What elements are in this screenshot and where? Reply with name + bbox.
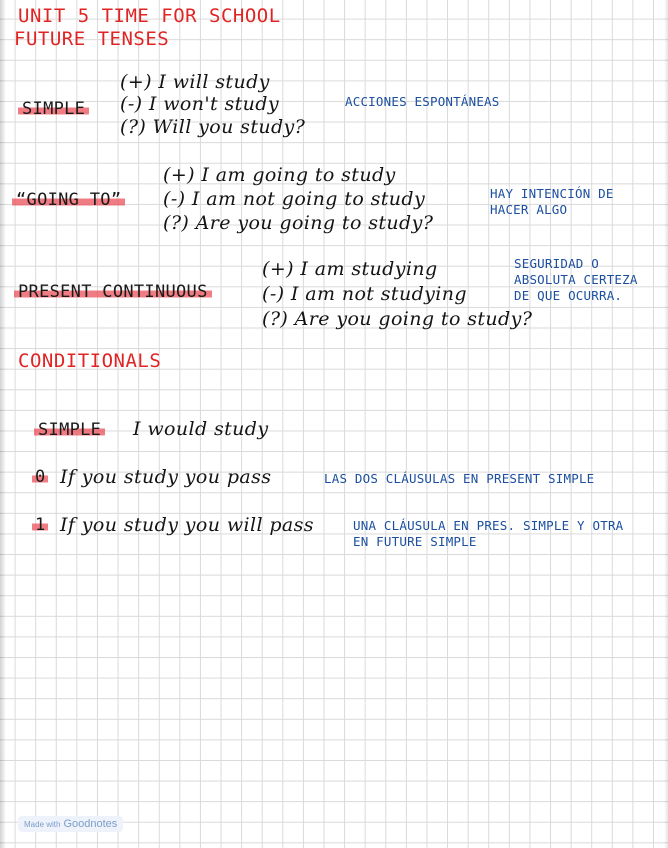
present-continuous-note: SEGURIDAD O ABSOLUTA CERTEZA DE QUE OCURRA. bbox=[514, 256, 638, 303]
conditional-first-note: UNA CLÁUSULA EN PRES. SIMPLE Y OTRA EN FUTURE SIMPLE bbox=[353, 518, 624, 549]
going-to-negative: (-) I am not going to study bbox=[163, 188, 426, 210]
present-continuous-question: (?) Are you going to study? bbox=[262, 308, 533, 330]
present-continuous-label: PRESENT CONTINUOUS bbox=[14, 282, 212, 302]
conditional-simple-text: I would study bbox=[133, 418, 269, 440]
simple-negative: (-) I won't study bbox=[120, 93, 279, 115]
simple-positive: (+) I will study bbox=[120, 71, 270, 93]
conditional-simple-label: SIMPLE bbox=[34, 420, 105, 440]
going-to-label: “GOING TO” bbox=[12, 190, 125, 210]
conditional-zero-note: LAS DOS CLÁUSULAS EN PRESENT SIMPLE bbox=[324, 471, 595, 486]
going-to-positive: (+) I am going to study bbox=[163, 164, 396, 186]
conditional-first-text: If you study you will pass bbox=[60, 514, 314, 536]
page-right-edge bbox=[664, 0, 668, 848]
present-continuous-positive: (+) I am studying bbox=[262, 258, 438, 280]
going-to-question: (?) Are you going to study? bbox=[163, 212, 434, 234]
simple-question: (?) Will you study? bbox=[120, 116, 306, 138]
goodnotes-watermark: Made with Goodnotes bbox=[18, 816, 123, 832]
conditional-zero-number: 0 bbox=[32, 467, 48, 487]
simple-note: ACCIONES ESPONTÁNEAS bbox=[345, 94, 500, 109]
page-edge-shadow bbox=[0, 0, 6, 848]
present-continuous-negative: (-) I am not studying bbox=[262, 283, 467, 305]
going-to-note: HAY INTENCIÓN DE HACER ALGO bbox=[490, 186, 614, 217]
simple-label: SIMPLE bbox=[18, 99, 89, 119]
conditional-zero-text: If you study you pass bbox=[60, 466, 272, 488]
conditional-first-number: 1 bbox=[32, 515, 48, 535]
conditionals-title: CONDITIONALS bbox=[18, 350, 162, 372]
unit-title: UNIT 5 TIME FOR SCHOOL bbox=[18, 5, 281, 27]
future-tenses-title: FUTURE TENSES bbox=[14, 28, 170, 50]
